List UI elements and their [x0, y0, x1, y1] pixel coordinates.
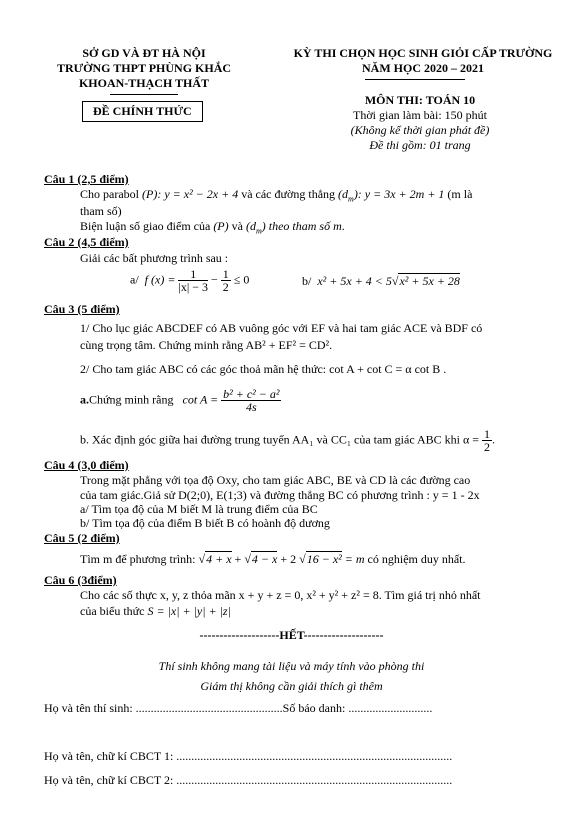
question-6-line-1: Cho các số thực x, y, z thỏa mãn x + y + z = 0, x² + y² + z² = 8. Tìm giá trị nhỏ nhất [80, 588, 481, 602]
question-4-line-2: của tam giác.Giả sử D(2;0), E(1;3) và đường thẳng BC có phương trình : y = 1 - 2x [80, 488, 480, 502]
question-4-title: Câu 4 (3,0 điểm) [44, 458, 129, 472]
question-6-line-2: của biểu thức S = |x| + |y| + |z| [80, 604, 231, 618]
question-5-title: Câu 5 (2 điểm) [44, 531, 120, 545]
question-1-line-1: Cho parabol (P): y = x² − 2x + 4 và các đường thẳng $(d_m)$: y = 3x + 2m + 1 (m là [80, 187, 473, 204]
question-1-line-2: tham số) [80, 204, 122, 218]
question-3a: a.Chứng minh rằng cot A = $\frac{\text{b² + c² − a²}}{4s}$ [80, 387, 280, 414]
question-1-line-3: Biện luận số giao điểm của (P) và $(d_m)$ theo tham số m. [80, 219, 345, 236]
footer-note-proctor: Giám thị không cần giải thích gì thêm [200, 679, 383, 693]
candidate-name-field: Họ và tên thí sinh: .................................................Số báo danh: ............................ [44, 701, 433, 715]
question-1-title: Câu 1 (2,5 điểm) [44, 172, 129, 186]
question-4a: a/ Tìm tọa độ của M biết M là trung điểm của BC [80, 502, 318, 516]
time-note: (Không kể thời gian phát đề) [350, 123, 490, 137]
exam-title: KỲ THI CHỌN HỌC SINH GIỎI CẤP TRƯỜNG [293, 46, 553, 60]
question-3-part-1-line-2: cùng trọng tâm. Chứng minh rằng AB² + EF² = CD². [80, 338, 333, 352]
proctor-1-signature-field: Họ và tên, chữ kí CBCT 1: ............................................................................................ [44, 749, 453, 763]
question-2-intro: Giải các bất phương trình sau : [80, 251, 229, 265]
page-count: Đề thi gồm: 01 trang [369, 138, 471, 152]
official-exam-box: ĐỀ CHÍNH THỨC [82, 101, 203, 122]
question-4-line-1: Trong mặt phẳng với tọa độ Oxy, cho tam giác ABC, BE và CD là các đường cao [80, 473, 471, 487]
time-limit: Thời gian làm bài: 150 phút [353, 108, 487, 122]
question-3-title: Câu 3 (5 điểm) [44, 302, 120, 316]
header-left-divider [110, 94, 178, 95]
question-3b: b. Xác định góc giữa hai đường trung tuyến AA₁ và CC₁ của tam giác ABC khi α = $\frac{1}{2}$ . [80, 427, 496, 454]
header-right-divider [365, 79, 465, 80]
school-year: NĂM HỌC 2020 – 2021 [362, 61, 484, 75]
header-school: TRƯỜNG THPT PHÙNG KHẮC [56, 61, 232, 75]
question-6-title: Câu 6 (3điểm) [44, 573, 117, 587]
header-department: SỞ GD VÀ ĐT HÀ NỘI [82, 46, 206, 60]
question-2-title: Câu 2 (4,5 điểm) [44, 235, 129, 249]
end-marker: --------------------HẾT-------------------- [199, 628, 384, 642]
question-2b-inequality: b/ x² + 5x + 4 < 5√x² + 5x + 28 [302, 274, 460, 288]
question-3-part-2: 2/ Cho tam giác ABC có các góc thoả mãn hệ thức: cot A + cot C = α cot B . [80, 362, 447, 376]
question-2a-inequality: a/ f (x) = $\frac{1}{|x| - 3}$ − $\frac{1}{2}$ ≤ 0 [130, 267, 250, 294]
footer-note-materials: Thí sinh không mang tài liệu và máy tính vào phòng thi [158, 659, 425, 673]
question-5-equation: Tìm m để phương trình: √4 + x + √4 − x + 2 √16 − x² = m có nghiệm duy nhất. [80, 552, 466, 566]
header-school-location: KHOAN-THẠCH THẤT [78, 76, 210, 90]
subject-title: MÔN THI: TOÁN 10 [364, 93, 476, 107]
question-3-part-1-line-1: 1/ Cho lục giác ABCDEF có AB vuông góc với EF và hai tam giác ACE và BDF có [80, 321, 483, 335]
question-4b: b/ Tìm tọa độ của điểm B biết B có hoành độ dương [80, 516, 330, 530]
proctor-2-signature-field: Họ và tên, chữ kí CBCT 2: ............................................................................................ [44, 773, 453, 787]
